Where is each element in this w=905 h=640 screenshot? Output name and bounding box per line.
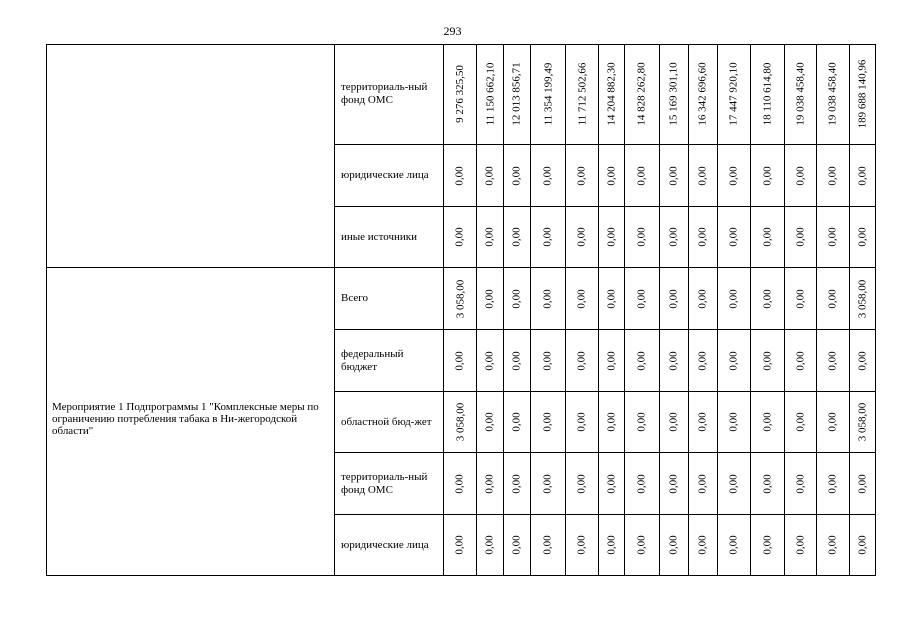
value-cell [504, 330, 531, 392]
value-cell [504, 145, 531, 207]
program-cell [46, 44, 335, 268]
funding-source-cell: территориаль-ный фонд ОМС [335, 44, 444, 145]
value-text: 0,00 [576, 165, 588, 186]
value-text: 0,00 [511, 288, 523, 309]
value-cell [599, 392, 625, 453]
value-cell [817, 453, 850, 515]
value-text: 0,00 [728, 288, 740, 309]
value-text: 0,00 [761, 227, 774, 247]
value-text: 0,00 [576, 535, 588, 555]
value-text: 0,00 [668, 288, 680, 309]
value-cell [531, 207, 566, 268]
value-cell [444, 515, 477, 576]
value-text: 12 013 856,71 [511, 62, 523, 126]
value-cell [817, 145, 850, 207]
value-text: 0,00 [542, 227, 554, 247]
funding-source-cell: юридические лица [335, 145, 444, 207]
value-text: 0,00 [827, 350, 839, 371]
value-cell [504, 268, 531, 330]
funding-source-cell: юридические лица [335, 515, 444, 576]
value-text: 0,00 [728, 473, 740, 494]
value-text: 0,00 [636, 350, 648, 371]
value-text: 0,00 [636, 227, 648, 247]
value-cell [504, 453, 531, 515]
value-text: 0,00 [856, 227, 869, 247]
value-text: 0,00 [856, 350, 869, 371]
value-cell [477, 145, 504, 207]
value-text: 0,00 [636, 473, 648, 494]
value-cell [785, 268, 817, 330]
value-text: 0,00 [761, 165, 774, 186]
value-cell [566, 207, 599, 268]
value-text: 0,00 [576, 412, 588, 432]
value-text: 0,00 [542, 473, 554, 494]
value-text: 0,00 [728, 227, 740, 247]
value-cell [504, 207, 531, 268]
value-cell [850, 453, 876, 515]
value-cell [689, 330, 718, 392]
value-cell [660, 330, 689, 392]
value-cell [504, 515, 531, 576]
value-text: 0,00 [605, 473, 618, 494]
funding-source-cell: Всего [335, 268, 444, 330]
value-text: 3 058,00 [454, 402, 466, 442]
value-cell [660, 515, 689, 576]
value-text: 0,00 [605, 227, 618, 247]
value-text: 0,00 [484, 350, 496, 371]
value-text: 0,00 [484, 473, 496, 494]
value-text: 0,00 [605, 165, 618, 186]
value-cell [599, 207, 625, 268]
value-cell [477, 453, 504, 515]
value-cell [718, 145, 751, 207]
value-cell [477, 330, 504, 392]
value-text: 0,00 [668, 412, 680, 432]
value-cell [477, 207, 504, 268]
value-cell [785, 207, 817, 268]
value-cell [531, 330, 566, 392]
value-cell [504, 392, 531, 453]
value-text: 189 688 140,96 [856, 59, 869, 129]
value-cell [566, 392, 599, 453]
value-text: 0,00 [542, 165, 554, 186]
value-text: 0,00 [856, 473, 869, 494]
value-cell [599, 268, 625, 330]
value-cell [817, 515, 850, 576]
value-text: 0,00 [576, 473, 588, 494]
value-cell [660, 207, 689, 268]
value-text: 0,00 [827, 535, 839, 555]
value-text: 16 342 696,60 [697, 62, 709, 126]
value-cell [625, 515, 660, 576]
value-text: 0,00 [605, 288, 618, 309]
value-cell [751, 515, 785, 576]
value-text: 0,00 [668, 350, 680, 371]
value-cell [625, 392, 660, 453]
value-cell [718, 515, 751, 576]
value-cell [531, 515, 566, 576]
program-cell: Мероприятие 1 Подпрограммы 1 "Комплексные меры по ограничению потребления табака в Ни-жегородской области" [46, 268, 335, 576]
value-cell [444, 44, 477, 145]
value-cell [566, 330, 599, 392]
value-text: 0,00 [794, 473, 807, 494]
value-text: 0,00 [794, 350, 807, 371]
value-cell [444, 453, 477, 515]
value-cell [531, 268, 566, 330]
value-cell [599, 515, 625, 576]
value-cell [751, 392, 785, 453]
value-cell [444, 392, 477, 453]
value-cell [477, 44, 504, 145]
value-text: 0,00 [794, 535, 807, 555]
value-text: 0,00 [761, 473, 774, 494]
value-text: 0,00 [511, 412, 523, 432]
value-cell [850, 44, 876, 145]
value-cell [689, 515, 718, 576]
value-text: 0,00 [511, 165, 523, 186]
value-cell [477, 268, 504, 330]
funding-source-cell: федеральный бюджет [335, 330, 444, 392]
funding-source-cell: областной бюд-жет [335, 392, 444, 453]
value-cell [850, 392, 876, 453]
value-text: 0,00 [794, 165, 807, 186]
value-text: 0,00 [454, 535, 466, 555]
value-cell [477, 392, 504, 453]
value-text: 11 712 502,66 [576, 62, 588, 126]
value-text: 0,00 [454, 165, 466, 186]
value-text: 0,00 [636, 535, 648, 555]
value-text: 0,00 [511, 535, 523, 555]
value-cell [444, 268, 477, 330]
value-cell [531, 145, 566, 207]
value-cell [531, 453, 566, 515]
value-cell [477, 515, 504, 576]
value-text: 0,00 [697, 288, 709, 309]
value-text: 3 058,00 [454, 279, 466, 318]
value-text: 0,00 [605, 350, 618, 371]
value-cell [599, 330, 625, 392]
page-number: 293 [443, 24, 462, 38]
value-text: 0,00 [542, 350, 554, 371]
value-cell [785, 453, 817, 515]
value-cell [751, 145, 785, 207]
value-text: 14 828 262,80 [636, 62, 648, 126]
value-cell [689, 207, 718, 268]
value-text: 0,00 [697, 412, 709, 432]
value-cell [817, 392, 850, 453]
value-text: 0,00 [576, 288, 588, 309]
value-text: 0,00 [728, 412, 740, 432]
value-cell [625, 44, 660, 145]
value-text: 0,00 [761, 288, 774, 309]
value-cell [817, 268, 850, 330]
value-cell [850, 515, 876, 576]
value-cell [817, 44, 850, 145]
value-cell [689, 145, 718, 207]
value-cell [689, 44, 718, 145]
value-text: 0,00 [576, 350, 588, 371]
value-text: 0,00 [728, 350, 740, 371]
value-cell [444, 330, 477, 392]
value-text: 0,00 [856, 165, 869, 186]
value-cell [689, 453, 718, 515]
value-text: 0,00 [484, 227, 496, 247]
value-cell [751, 453, 785, 515]
value-cell [531, 392, 566, 453]
value-cell [850, 330, 876, 392]
value-cell [718, 330, 751, 392]
value-text: 11 150 662,10 [484, 62, 496, 126]
value-cell [689, 268, 718, 330]
value-cell [625, 145, 660, 207]
value-cell [566, 453, 599, 515]
value-cell [718, 207, 751, 268]
value-text: 0,00 [605, 535, 618, 555]
value-cell [625, 330, 660, 392]
value-cell [785, 44, 817, 145]
value-text: 0,00 [668, 535, 680, 555]
value-text: 0,00 [728, 535, 740, 555]
value-text: 3 058,00 [856, 402, 869, 442]
value-text: 0,00 [761, 535, 774, 555]
value-text: 0,00 [576, 227, 588, 247]
value-text: 17 447 920,10 [728, 62, 740, 126]
value-text: 0,00 [697, 473, 709, 494]
value-cell [751, 330, 785, 392]
value-cell [817, 330, 850, 392]
value-cell [785, 145, 817, 207]
value-text: 0,00 [636, 165, 648, 186]
value-text: 0,00 [542, 535, 554, 555]
value-text: 15 169 301,10 [668, 62, 680, 126]
value-cell [660, 44, 689, 145]
value-cell [444, 145, 477, 207]
value-text: 0,00 [697, 227, 709, 247]
value-text: 0,00 [697, 535, 709, 555]
value-cell [785, 330, 817, 392]
value-text: 0,00 [511, 473, 523, 494]
value-text: 0,00 [856, 535, 869, 555]
value-cell [566, 515, 599, 576]
value-text: 18 110 614,80 [761, 62, 774, 126]
value-text: 0,00 [511, 227, 523, 247]
value-text: 0,00 [454, 473, 466, 494]
value-text: 0,00 [668, 473, 680, 494]
value-text: 0,00 [697, 165, 709, 186]
value-text: 0,00 [827, 412, 839, 432]
value-cell [850, 145, 876, 207]
value-text: 0,00 [542, 288, 554, 309]
value-text: 11 354 199,49 [542, 62, 554, 126]
value-text: 0,00 [794, 227, 807, 247]
value-cell [599, 453, 625, 515]
value-text: 0,00 [794, 288, 807, 309]
value-text: 0,00 [484, 288, 496, 309]
value-cell [751, 268, 785, 330]
value-text: 0,00 [454, 227, 466, 247]
value-text: 0,00 [761, 350, 774, 371]
value-text: 0,00 [636, 288, 648, 309]
funding-source-cell: иные источники [335, 207, 444, 268]
value-cell [718, 44, 751, 145]
value-cell [625, 268, 660, 330]
funding-source-cell: территориаль-ный фонд ОМС [335, 453, 444, 515]
value-text: 0,00 [636, 412, 648, 432]
value-text: 0,00 [827, 165, 839, 186]
value-text: 0,00 [454, 350, 466, 371]
value-cell [785, 515, 817, 576]
value-text: 0,00 [511, 350, 523, 371]
value-cell [566, 145, 599, 207]
value-cell [718, 268, 751, 330]
value-cell [751, 207, 785, 268]
value-text: 0,00 [668, 165, 680, 186]
value-text: 0,00 [484, 535, 496, 555]
value-cell [817, 207, 850, 268]
value-cell [566, 44, 599, 145]
value-cell [689, 392, 718, 453]
value-text: 0,00 [761, 412, 774, 432]
value-cell [660, 453, 689, 515]
value-cell [718, 392, 751, 453]
value-text: 0,00 [827, 473, 839, 494]
value-cell [660, 392, 689, 453]
value-cell [504, 44, 531, 145]
value-text: 0,00 [794, 412, 807, 432]
value-text: 9 276 325,50 [454, 65, 466, 123]
value-text: 0,00 [827, 227, 839, 247]
value-text: 0,00 [484, 165, 496, 186]
value-cell [850, 268, 876, 330]
value-text: 3 058,00 [856, 279, 869, 318]
value-cell [566, 268, 599, 330]
value-cell [531, 44, 566, 145]
value-text: 0,00 [668, 227, 680, 247]
value-cell [660, 268, 689, 330]
value-text: 0,00 [697, 350, 709, 371]
value-text: 0,00 [605, 412, 618, 432]
value-text: 14 204 882,30 [605, 62, 618, 126]
value-cell [660, 145, 689, 207]
value-cell [850, 207, 876, 268]
value-text: 0,00 [728, 165, 740, 186]
value-cell [599, 44, 625, 145]
value-text: 0,00 [827, 288, 839, 309]
value-cell [625, 207, 660, 268]
value-cell [751, 44, 785, 145]
value-text: 0,00 [542, 412, 554, 432]
value-cell [444, 207, 477, 268]
value-cell [718, 453, 751, 515]
value-cell [599, 145, 625, 207]
value-text: 0,00 [484, 412, 496, 432]
value-text: 19 038 458,40 [827, 62, 839, 126]
value-cell [785, 392, 817, 453]
value-text: 19 038 458,40 [794, 62, 807, 126]
value-cell [625, 453, 660, 515]
